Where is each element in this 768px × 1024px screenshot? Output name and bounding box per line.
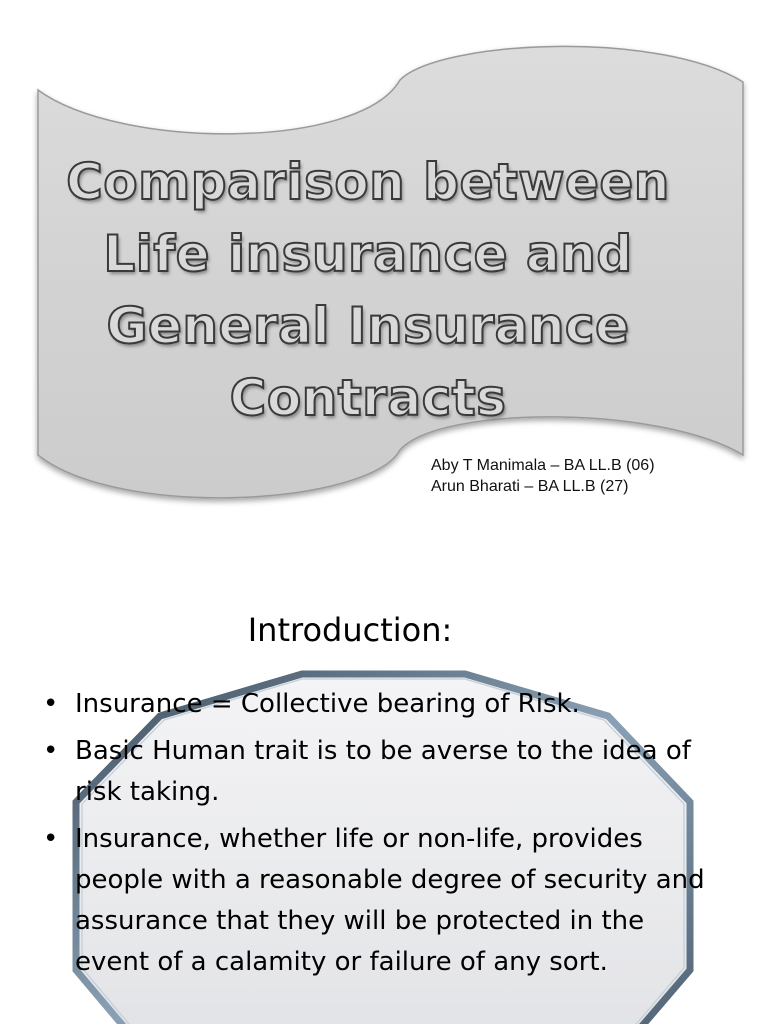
bullet-text: Insurance = Collective bearing of Risk. xyxy=(75,689,580,719)
bullet-item xyxy=(43,731,713,813)
introduction-slide xyxy=(0,540,768,1024)
slide-title xyxy=(50,146,686,434)
title-line: Comparison between xyxy=(66,153,670,211)
bullet-icon: • xyxy=(43,824,59,854)
introduction-heading: Introduction: xyxy=(247,611,453,649)
bullet-item xyxy=(43,684,713,725)
bullet-text: Basic Human trait is to be averse to the idea of risk taking. xyxy=(75,736,691,807)
title-line: Contracts xyxy=(229,369,507,427)
title-line: Life insurance and xyxy=(103,225,633,283)
bullet-list xyxy=(43,684,713,989)
bullet-item xyxy=(43,819,713,983)
author-credits xyxy=(431,455,655,497)
author-line: Aby T Manimala – BA LL.B (06) xyxy=(431,457,655,474)
author-line: Arun Bharati – BA LL.B (27) xyxy=(431,478,629,495)
bullet-text: Insurance, whether life or non-life, provides people with a reasonable degree of security and assurance that they will be protected in the event of a calamity or failure of any sort. xyxy=(75,824,705,977)
bullet-icon: • xyxy=(43,736,59,766)
title-line: General Insurance xyxy=(106,297,630,355)
bullet-icon: • xyxy=(43,689,59,719)
